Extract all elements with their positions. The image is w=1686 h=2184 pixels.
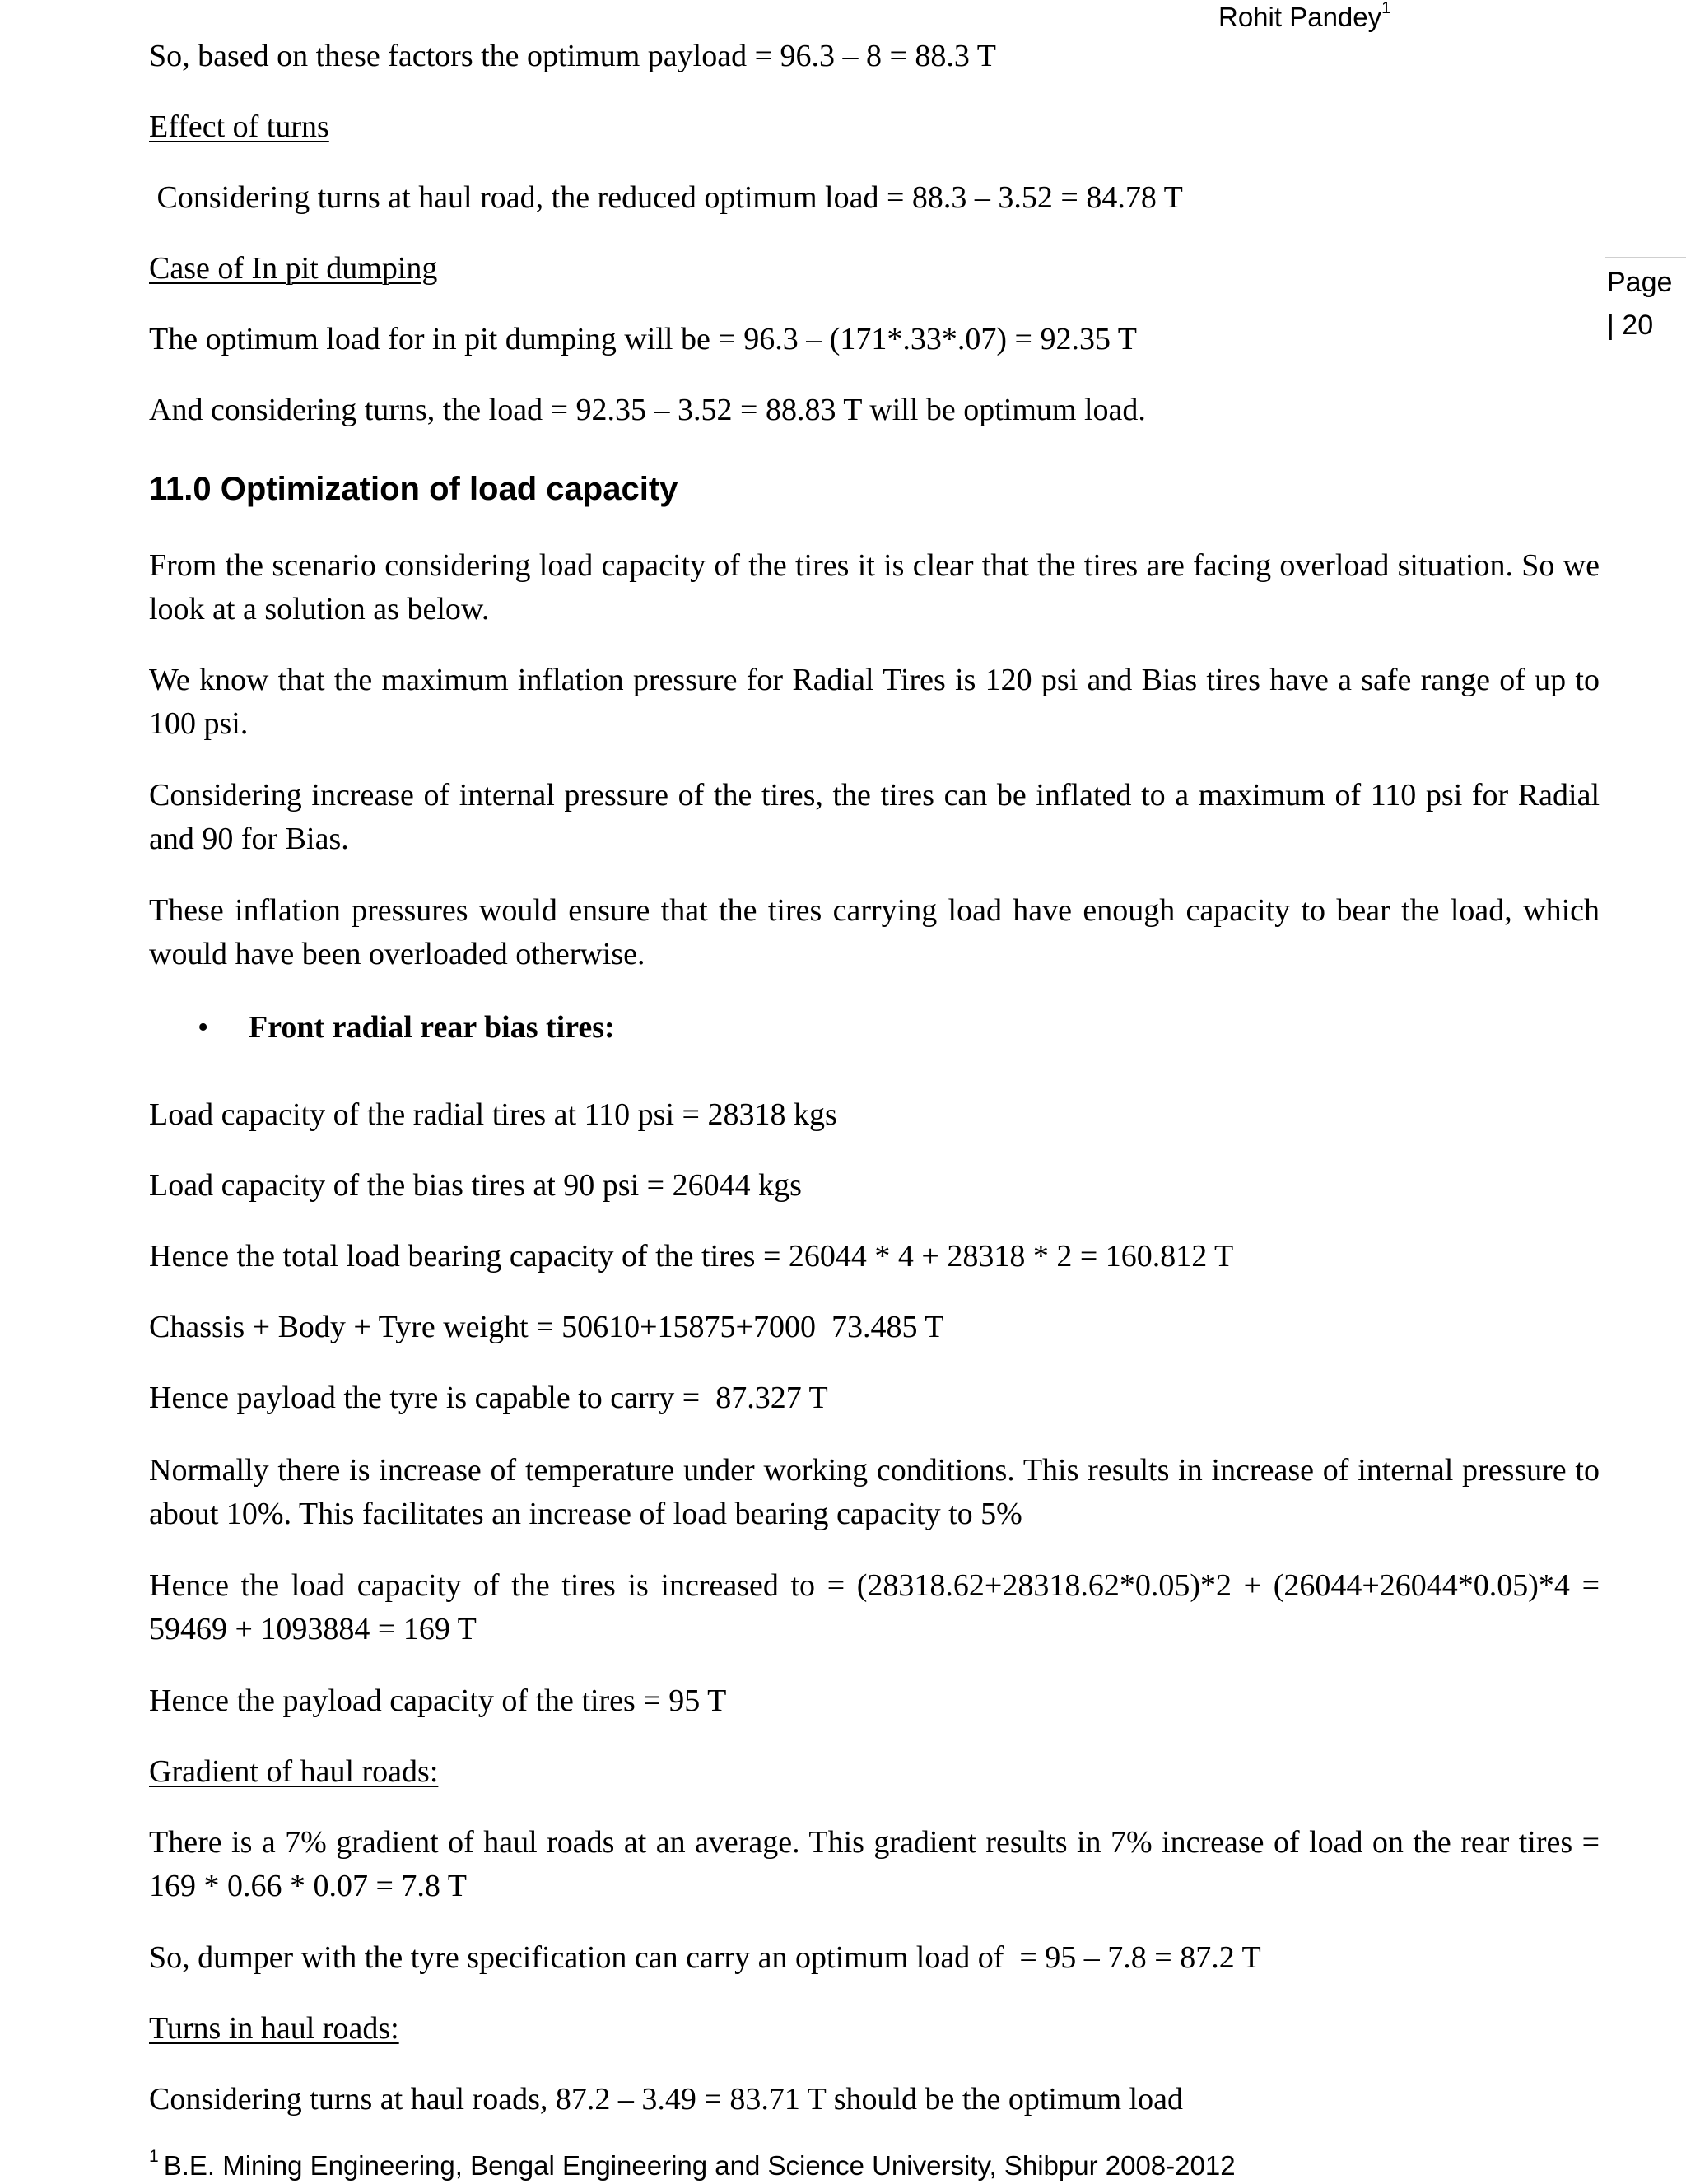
footnote-ref-mark: 1 [1381,0,1391,17]
calc-line: Hence payload the tyre is capable to carry = 87.327 T [149,1381,828,1415]
paragraph: Considering increase of internal pressure of the tires, the tires can be inflated to a maximum of 110 psi for Radial and 90 for Bias. [149,778,1600,856]
text-line: The optimum load for in pit dumping will be = 96.3 – (171*.33*.07) = 92.35 T [149,322,1138,356]
calc-line: Load capacity of the bias tires at 90 psi = 26044 kgs [149,1168,802,1203]
paragraph: We know that the maximum inflation pressure for Radial Tires is 120 psi and Bias tires have a safe range of up to 100 psi. [149,663,1600,741]
text-line: Considering turns at haul road, the reduced optimum load = 88.3 – 3.52 = 84.78 T [149,180,1183,215]
calc-line: Hence the total load bearing capacity of the tires = 26044 * 4 + 28318 * 2 = 160.812 T [149,1239,1234,1274]
bullet-text: Front radial rear bias tires: [249,1010,615,1045]
bullet-item [198,1006,615,1049]
footnote [149,2142,1236,2184]
calc-line: Load capacity of the radial tires at 110 psi = 28318 kgs [149,1097,837,1132]
paragraph: Hence the load capacity of the tires is increased to = (28318.62+28318.62*0.05)*2 + (26044+26044*0.05)*4 = 59469 + 1093884 = 169 T [149,1568,1600,1646]
calc-line: Hence the payload capacity of the tires = 95 T [149,1683,727,1718]
page-label: Page [1607,267,1673,298]
paragraph: Normally there is increase of temperature under working conditions. This results in increase of internal pressure to about 10%. This facilitates an increase of load bearing capacity to 5% [149,1453,1600,1531]
author-name: Rohit Pandey [1218,2,1382,32]
bullet-icon: • [198,1010,209,1045]
subheading-turns: Turns in haul roads: [149,2011,399,2046]
footnote-mark: 1 [149,2147,159,2166]
calc-line: Chassis + Body + Tyre weight = 50610+15875+7000 73.485 T [149,1310,944,1344]
text-line: So, based on these factors the optimum payload = 96.3 – 8 = 88.3 T [149,39,996,73]
paragraph: There is a 7% gradient of haul roads at an average. This gradient results in 7% increase of load on the rear tires = 169 * 0.66 * 0.07 = 7.8 T [149,1825,1600,1903]
text-line: Considering turns at haul roads, 87.2 – 3.49 = 83.71 T should be the optimum load [149,2082,1183,2116]
section-heading: 11.0 Optimization of load capacity [149,471,678,507]
subheading-effect-of-turns: Effect of turns [149,109,329,144]
page-number: | 20 [1607,310,1654,341]
subheading-gradient: Gradient of haul roads: [149,1754,439,1789]
paragraph: From the scenario considering load capacity of the tires it is clear that the tires are facing overload situation. So we look at a solution as below. [149,548,1600,626]
header-author [1218,2,1390,33]
footnote-text: B.E. Mining Engineering, Bengal Engineering and Science University, Shibpur 2008-2012 [163,2150,1236,2181]
text-line: So, dumper with the tyre specification can carry an optimum load of = 95 – 7.8 = 87.2 T [149,1940,1261,1975]
paragraph: These inflation pressures would ensure that the tires carrying load have enough capacity to bear the load, which would have been overloaded otherwise. [149,893,1600,971]
subheading-in-pit-dumping: Case of In pit dumping [149,251,438,286]
text-line: And considering turns, the load = 92.35 – 3.52 = 88.83 T will be optimum load. [149,393,1146,427]
page-number-box [1605,257,1686,347]
